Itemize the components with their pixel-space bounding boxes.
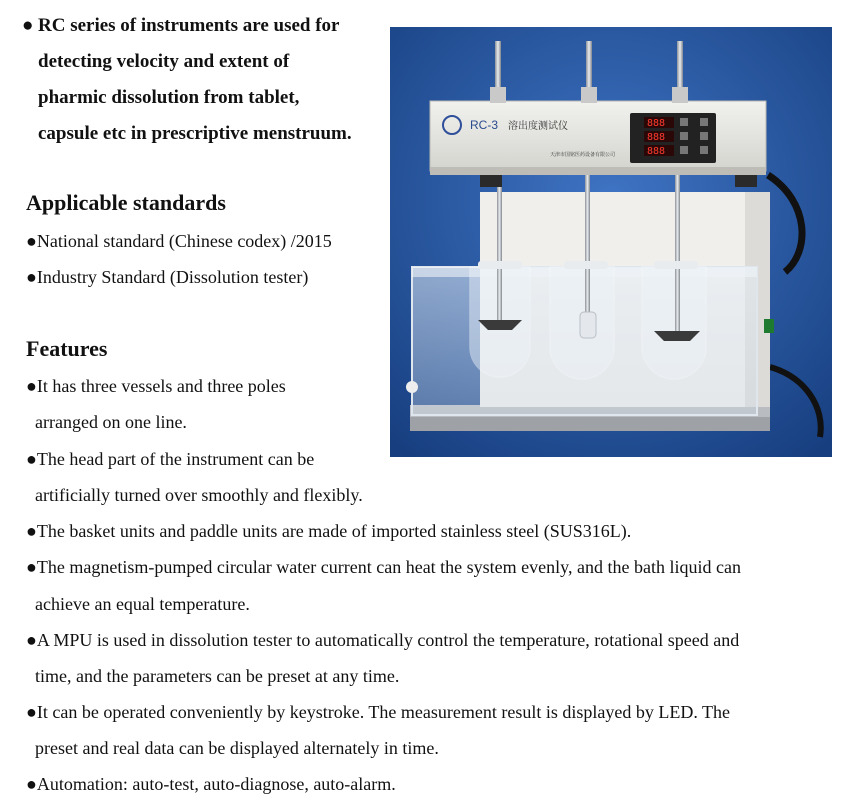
- intro-line: RC series of instruments are used for: [38, 15, 340, 36]
- features-heading: Features: [26, 336, 108, 361]
- standard-item: ●National standard (Chinese codex) /2015: [26, 231, 332, 251]
- standard-item: ●Industry Standard (Dissolution tester): [26, 267, 309, 287]
- feature-item: ●The basket units and paddle units are made of imported stainless steel (SUS316L).: [26, 521, 632, 541]
- dissolution-tester-illustration: [390, 27, 832, 457]
- model-label: RC-3: [470, 118, 499, 132]
- led-display: 888: [647, 118, 666, 129]
- feature-item-continuation: arranged on one line.: [35, 412, 187, 432]
- intro-paragraph: [22, 8, 392, 152]
- led-display: 888: [647, 146, 666, 157]
- feature-item: ●A MPU is used in dissolution tester to automatically control the temperature, rotational speed and: [26, 630, 740, 650]
- feature-item: ●The magnetism-pumped circular water current can heat the system evenly, and the bath liquid can: [26, 557, 741, 577]
- feature-item: ●It can be operated conveniently by keystroke. The measurement result is displayed by LED. The: [26, 702, 730, 722]
- standards-heading: Applicable standards: [26, 190, 226, 215]
- feature-item-continuation: achieve an equal temperature.: [35, 594, 250, 614]
- led-display: 888: [647, 132, 666, 143]
- device-name-label: 溶出度测试仪: [508, 121, 568, 132]
- feature-item-continuation: artificially turned over smoothly and flexibly.: [35, 485, 363, 505]
- intro-line: detecting velocity and extent of: [38, 51, 290, 72]
- maker-label: 天津市国铭医药设备有限公司: [550, 152, 616, 158]
- intro-line: capsule etc in prescriptive menstruum.: [38, 123, 352, 144]
- feature-item-continuation: preset and real data can be displayed alternately in time.: [35, 738, 439, 758]
- intro-bullet: ●: [22, 15, 34, 36]
- intro-line: pharmic dissolution from tablet,: [38, 87, 300, 108]
- product-photo: [390, 27, 832, 457]
- feature-item: ●The head part of the instrument can be: [26, 449, 315, 469]
- feature-item: ●Automation: auto-test, auto-diagnose, auto-alarm.: [26, 774, 396, 794]
- feature-item-continuation: time, and the parameters can be preset at any time.: [35, 666, 400, 686]
- feature-item: ●It has three vessels and three poles: [26, 376, 286, 396]
